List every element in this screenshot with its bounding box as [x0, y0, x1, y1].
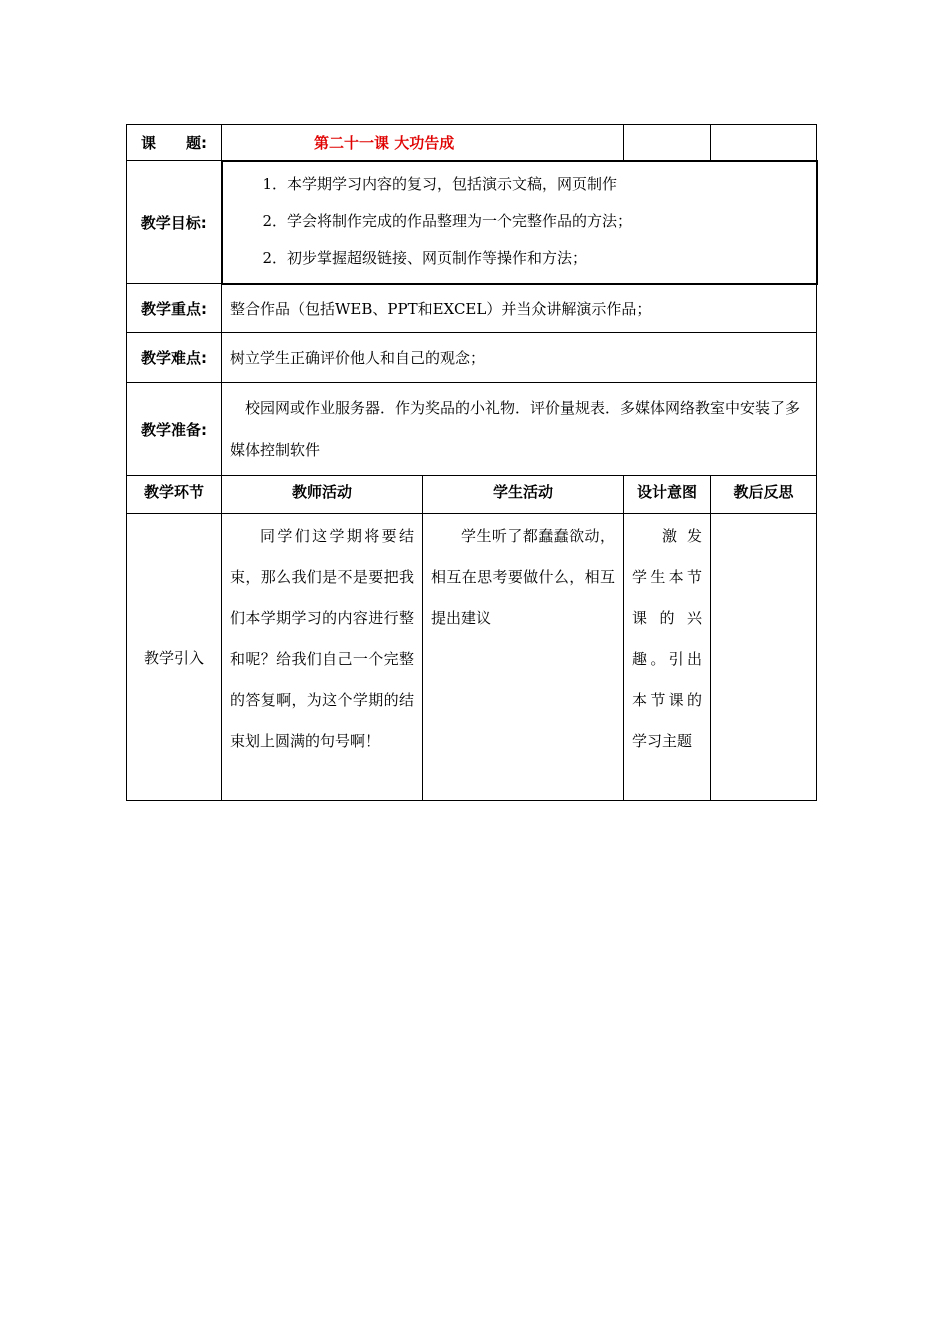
goal-item: 2．学会将制作完成的作品整理为一个完整作品的方法；: [262, 211, 633, 230]
header-stage: 教学环节: [127, 476, 222, 514]
goals-label: 教学目标:: [127, 161, 222, 284]
preparation-row: [127, 383, 817, 476]
activity-row: [127, 514, 817, 801]
title-label: 课 题:: [127, 125, 222, 161]
teacher-activity-cell: 同学们这学期将要结束，那么我们是不是要把我们本学期学习的内容进行整和呢？给我们自己一个完整的答复啊，为这个学期的结束划上圆满的句号啊！: [222, 514, 423, 801]
design-intent-cell: 激发学生本节课的兴趣。引出本节课的学习主题: [624, 514, 711, 801]
goals-cell: [222, 161, 817, 284]
title-row: [127, 125, 817, 161]
difficulty-label: 教学难点:: [127, 333, 222, 383]
reflection-cell: [711, 514, 817, 801]
title-empty-cell-2: [711, 125, 817, 161]
title-empty-cell-1: [624, 125, 711, 161]
preparation-text: [222, 383, 817, 476]
stage-cell: 教学引入: [127, 514, 222, 801]
key-points-row: [127, 284, 817, 333]
goals-row: [127, 161, 817, 284]
header-student-activity: 学生活动: [423, 476, 624, 514]
header-design-intent: 设计意图: [624, 476, 711, 514]
header-teacher-activity: 教师活动: [222, 476, 423, 514]
goal-item: 1．本学期学习内容的复习，包括演示文稿，网页制作: [262, 174, 618, 193]
difficulty-text: 树立学生正确评价他人和自己的观念；: [222, 333, 817, 383]
goal-item: 2．初步掌握超级链接、网页制作等操作和方法；: [262, 248, 588, 267]
header-reflection: 教后反思: [711, 476, 817, 514]
lesson-title: 第二十一课 大功告成: [222, 125, 624, 161]
key-points-label: 教学重点:: [127, 284, 222, 333]
key-points-text: 整合作品（包括WEB、PPT和EXCEL）并当众讲解演示作品；: [222, 284, 817, 333]
lesson-plan-table: [126, 124, 818, 801]
preparation-label: 教学准备:: [127, 383, 222, 476]
activity-header-row: [127, 476, 817, 514]
preparation-content: 校园网或作业服务器．作为奖品的小礼物．评价量规表．多媒体网络教室中安装了多媒体控制软件: [230, 399, 801, 459]
student-activity-cell: 学生听了都蠢蠢欲动，相互在思考要做什么，相互提出建议: [423, 514, 624, 801]
difficulty-row: [127, 333, 817, 383]
